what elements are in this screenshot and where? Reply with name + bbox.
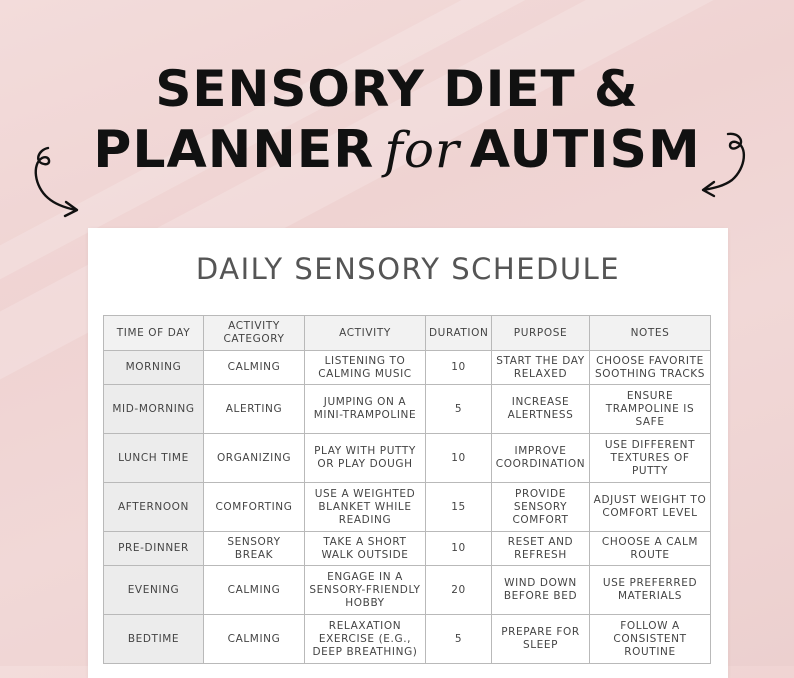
table-cell: 15 [426,483,492,532]
table-row [104,351,711,385]
table-row [104,385,711,434]
headline-text-1: SENSORY DIET & [155,60,639,118]
table-cell: TAKE A SHORT WALK OUTSIDE [305,532,426,566]
table-row [104,566,711,615]
table-cell: EVENING [104,566,204,615]
table-cell: RELAXATION EXERCISE (E.G., DEEP BREATHING) [305,615,426,664]
table-cell: FOLLOW A CONSISTENT ROUTINE [590,615,711,664]
table-cell: 10 [426,434,492,483]
table-cell: ENGAGE IN A SENSORY-FRIENDLY HOBBY [305,566,426,615]
table-cell: PLAY WITH PUTTY OR PLAY DOUGH [305,434,426,483]
table-cell: USE DIFFERENT TEXTURES OF PUTTY [590,434,711,483]
table-cell: INCREASE ALERTNESS [492,385,590,434]
column-header: ACTIVITY [305,316,426,351]
headline-autism: AUTISM [469,120,701,180]
table-cell: CALMING [204,615,305,664]
table-row [104,532,711,566]
column-header: ACTIVITY CATEGORY [204,316,305,351]
schedule-table [103,315,711,664]
table-row [104,615,711,664]
table-cell: 20 [426,566,492,615]
table-cell: IMPROVE COORDINATION [492,434,590,483]
column-header: DURATION [426,316,492,351]
table-cell: USE PREFERRED MATERIALS [590,566,711,615]
table-cell: 5 [426,615,492,664]
table-cell: 10 [426,351,492,385]
curly-arrow-right-icon [698,128,758,200]
column-header: NOTES [590,316,711,351]
table-cell: COMFORTING [204,483,305,532]
table-cell: MORNING [104,351,204,385]
headline-line-1 [0,60,794,118]
table-cell: PREPARE FOR SLEEP [492,615,590,664]
headline-script-for: for [384,121,460,179]
table-row [104,434,711,483]
column-header: PURPOSE [492,316,590,351]
table-cell: ORGANIZING [204,434,305,483]
table-cell: CHOOSE FAVORITE SOOTHING TRACKS [590,351,711,385]
table-cell: PRE-DINNER [104,532,204,566]
table-cell: CALMING [204,566,305,615]
table-cell: LUNCH TIME [104,434,204,483]
table-cell: MID-MORNING [104,385,204,434]
table-cell: 5 [426,385,492,434]
table-cell: 10 [426,532,492,566]
table-cell: SENSORY BREAK [204,532,305,566]
table-cell: LISTENING TO CALMING MUSIC [305,351,426,385]
table-cell: START THE DAY RELAXED [492,351,590,385]
table-row [104,483,711,532]
table-cell: AFTERNOON [104,483,204,532]
column-header: TIME OF DAY [104,316,204,351]
table-cell: JUMPING ON A MINI-TRAMPOLINE [305,385,426,434]
table-cell: ENSURE TRAMPOLINE IS SAFE [590,385,711,434]
headline-planner: PLANNER [93,120,375,180]
table-cell: ADJUST WEIGHT TO COMFORT LEVEL [590,483,711,532]
schedule-title: DAILY SENSORY SCHEDULE [195,252,621,286]
table-cell: CALMING [204,351,305,385]
table-cell: RESET AND REFRESH [492,532,590,566]
table-header-row [104,316,711,351]
table-cell: PROVIDE SENSORY COMFORT [492,483,590,532]
headline-line-2 [0,120,794,180]
table-cell: WIND DOWN BEFORE BED [492,566,590,615]
table-cell: CHOOSE A CALM ROUTE [590,532,711,566]
table-cell: USE A WEIGHTED BLANKET WHILE READING [305,483,426,532]
schedule-card [88,228,728,678]
table-cell: ALERTING [204,385,305,434]
table-cell: BEDTIME [104,615,204,664]
curly-arrow-left-icon [30,138,90,220]
